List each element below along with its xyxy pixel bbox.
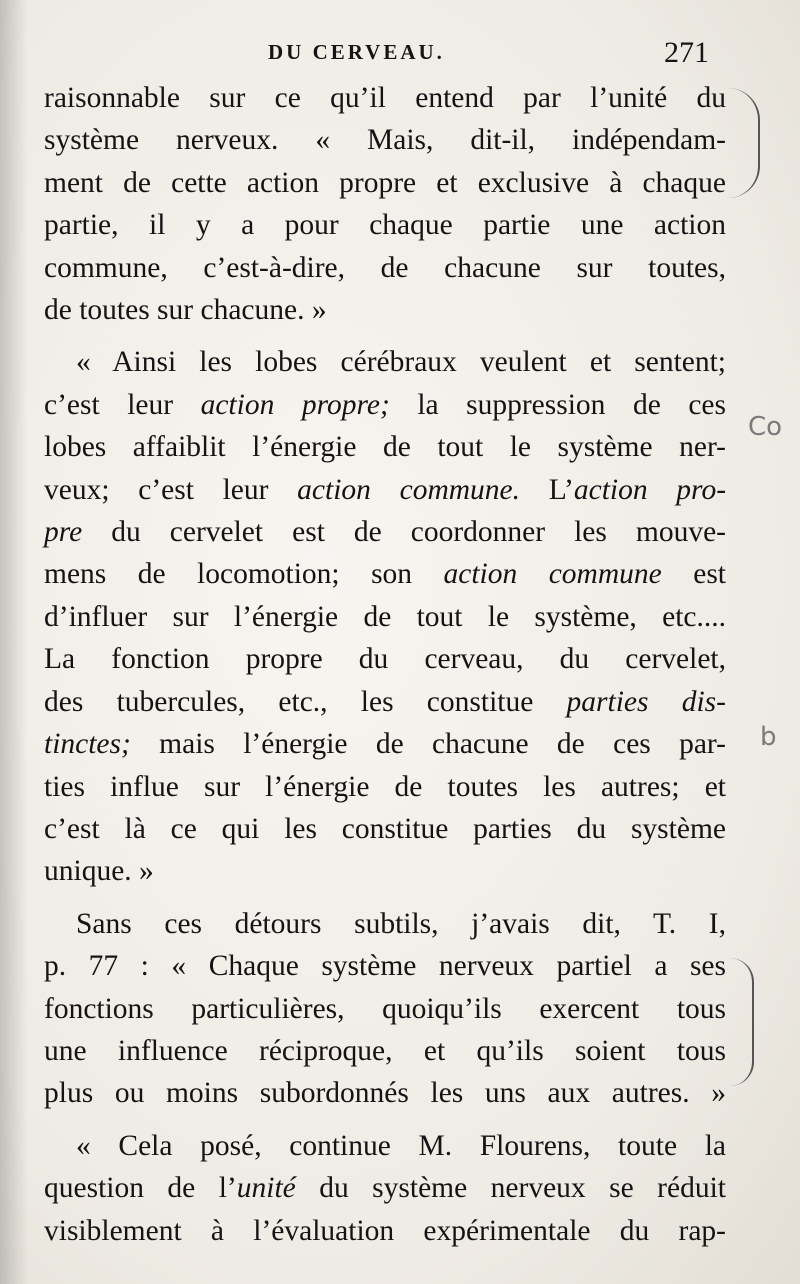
text-line: d’influer sur l’énergie de tout le système, etc.... [44,600,726,633]
page-gutter-shadow [0,0,28,1284]
margin-note-2: b [760,722,777,752]
text-line: système nerveux. « Mais, dit-il, indépendam- [44,124,726,157]
text-line: ment de cette action propre et exclusive à chaque [44,166,726,199]
text-run: L’ [520,473,574,506]
margin-bracket-bottom [730,958,754,1086]
text-line [44,1167,726,1209]
italic-phrase: action pro- [573,473,727,506]
text-run: c’est leur [44,388,201,421]
text-line: commune, c’est-à-dire, de chacune sur toutes, [44,251,726,284]
text-run: mens de locomotion; son [44,558,444,591]
paragraph-gap [44,1115,726,1125]
text-line: de toutes sur chacune. » [44,294,327,327]
text-line: une influence réciproque, et qu’ils soient tous [44,1034,726,1067]
page-number: 271 [664,36,709,69]
text-run: du cervelet est de coordonner les mouve- [82,516,726,549]
text-line: « Ainsi les lobes cérébraux veulent et sentent; [76,346,726,379]
text-line: La fonction propre du cerveau, du cervelet, [44,643,726,676]
text-line: c’est là ce qui les constitue parties du système [44,812,726,845]
text-run: mais l’énergie de chacune de ces par- [130,728,726,761]
text-run: la suppression de ces [389,388,726,421]
text-run: veux; c’est leur [44,473,298,506]
text-line: partie, il y a pour chaque partie une action [44,209,726,242]
italic-phrase: tinctes; [44,728,131,761]
running-head: DU CERVEAU. [268,40,445,64]
text-line: ties influe sur l’énergie de toutes les autres; et [44,770,726,803]
text-line [44,553,726,595]
text-line: « Cela posé, continue M. Flourens, toute la [76,1129,726,1162]
text-line [44,723,726,765]
text-line: plus ou moins subordonnés les uns aux autres. » [44,1077,726,1110]
text-line: unique. » [44,855,154,888]
text-run: question de l’ [44,1172,237,1205]
text-line: Sans ces détours subtils, j’avais dit, T. I, [76,907,726,940]
paragraph-gap [44,331,726,341]
text-line: fonctions particulières, quoiqu’ils exercent tous [44,992,726,1025]
text-run: est [661,558,726,591]
paragraph-gap [44,893,726,903]
text-line [44,384,726,426]
text-run: des tubercules, etc., les constitue [44,685,567,718]
italic-phrase: action commune [443,558,662,591]
italic-phrase: action commune. [297,473,521,506]
text-line: visiblement à l’évaluation expérimentale du rap- [44,1214,726,1247]
italic-phrase: action propre; [200,388,390,421]
italic-phrase: unité [236,1172,296,1205]
text-run: du système nerveux se réduit [295,1172,726,1205]
italic-phrase: parties dis- [566,685,726,718]
page-header [0,36,800,76]
margin-note-1: Co [748,412,783,442]
text-line [44,511,726,553]
text-line: p. 77 : « Chaque système nerveux partiel a ses [44,950,726,983]
text-line: raisonnable sur ce qu’il entend par l’unité du [44,82,726,114]
text-line: lobes affaiblit l’énergie de tout le système ner- [44,431,726,464]
text-line [44,469,726,511]
italic-phrase: pre [44,516,83,549]
body-text [44,77,726,1252]
text-line [44,681,726,723]
margin-bracket-top [728,88,760,198]
